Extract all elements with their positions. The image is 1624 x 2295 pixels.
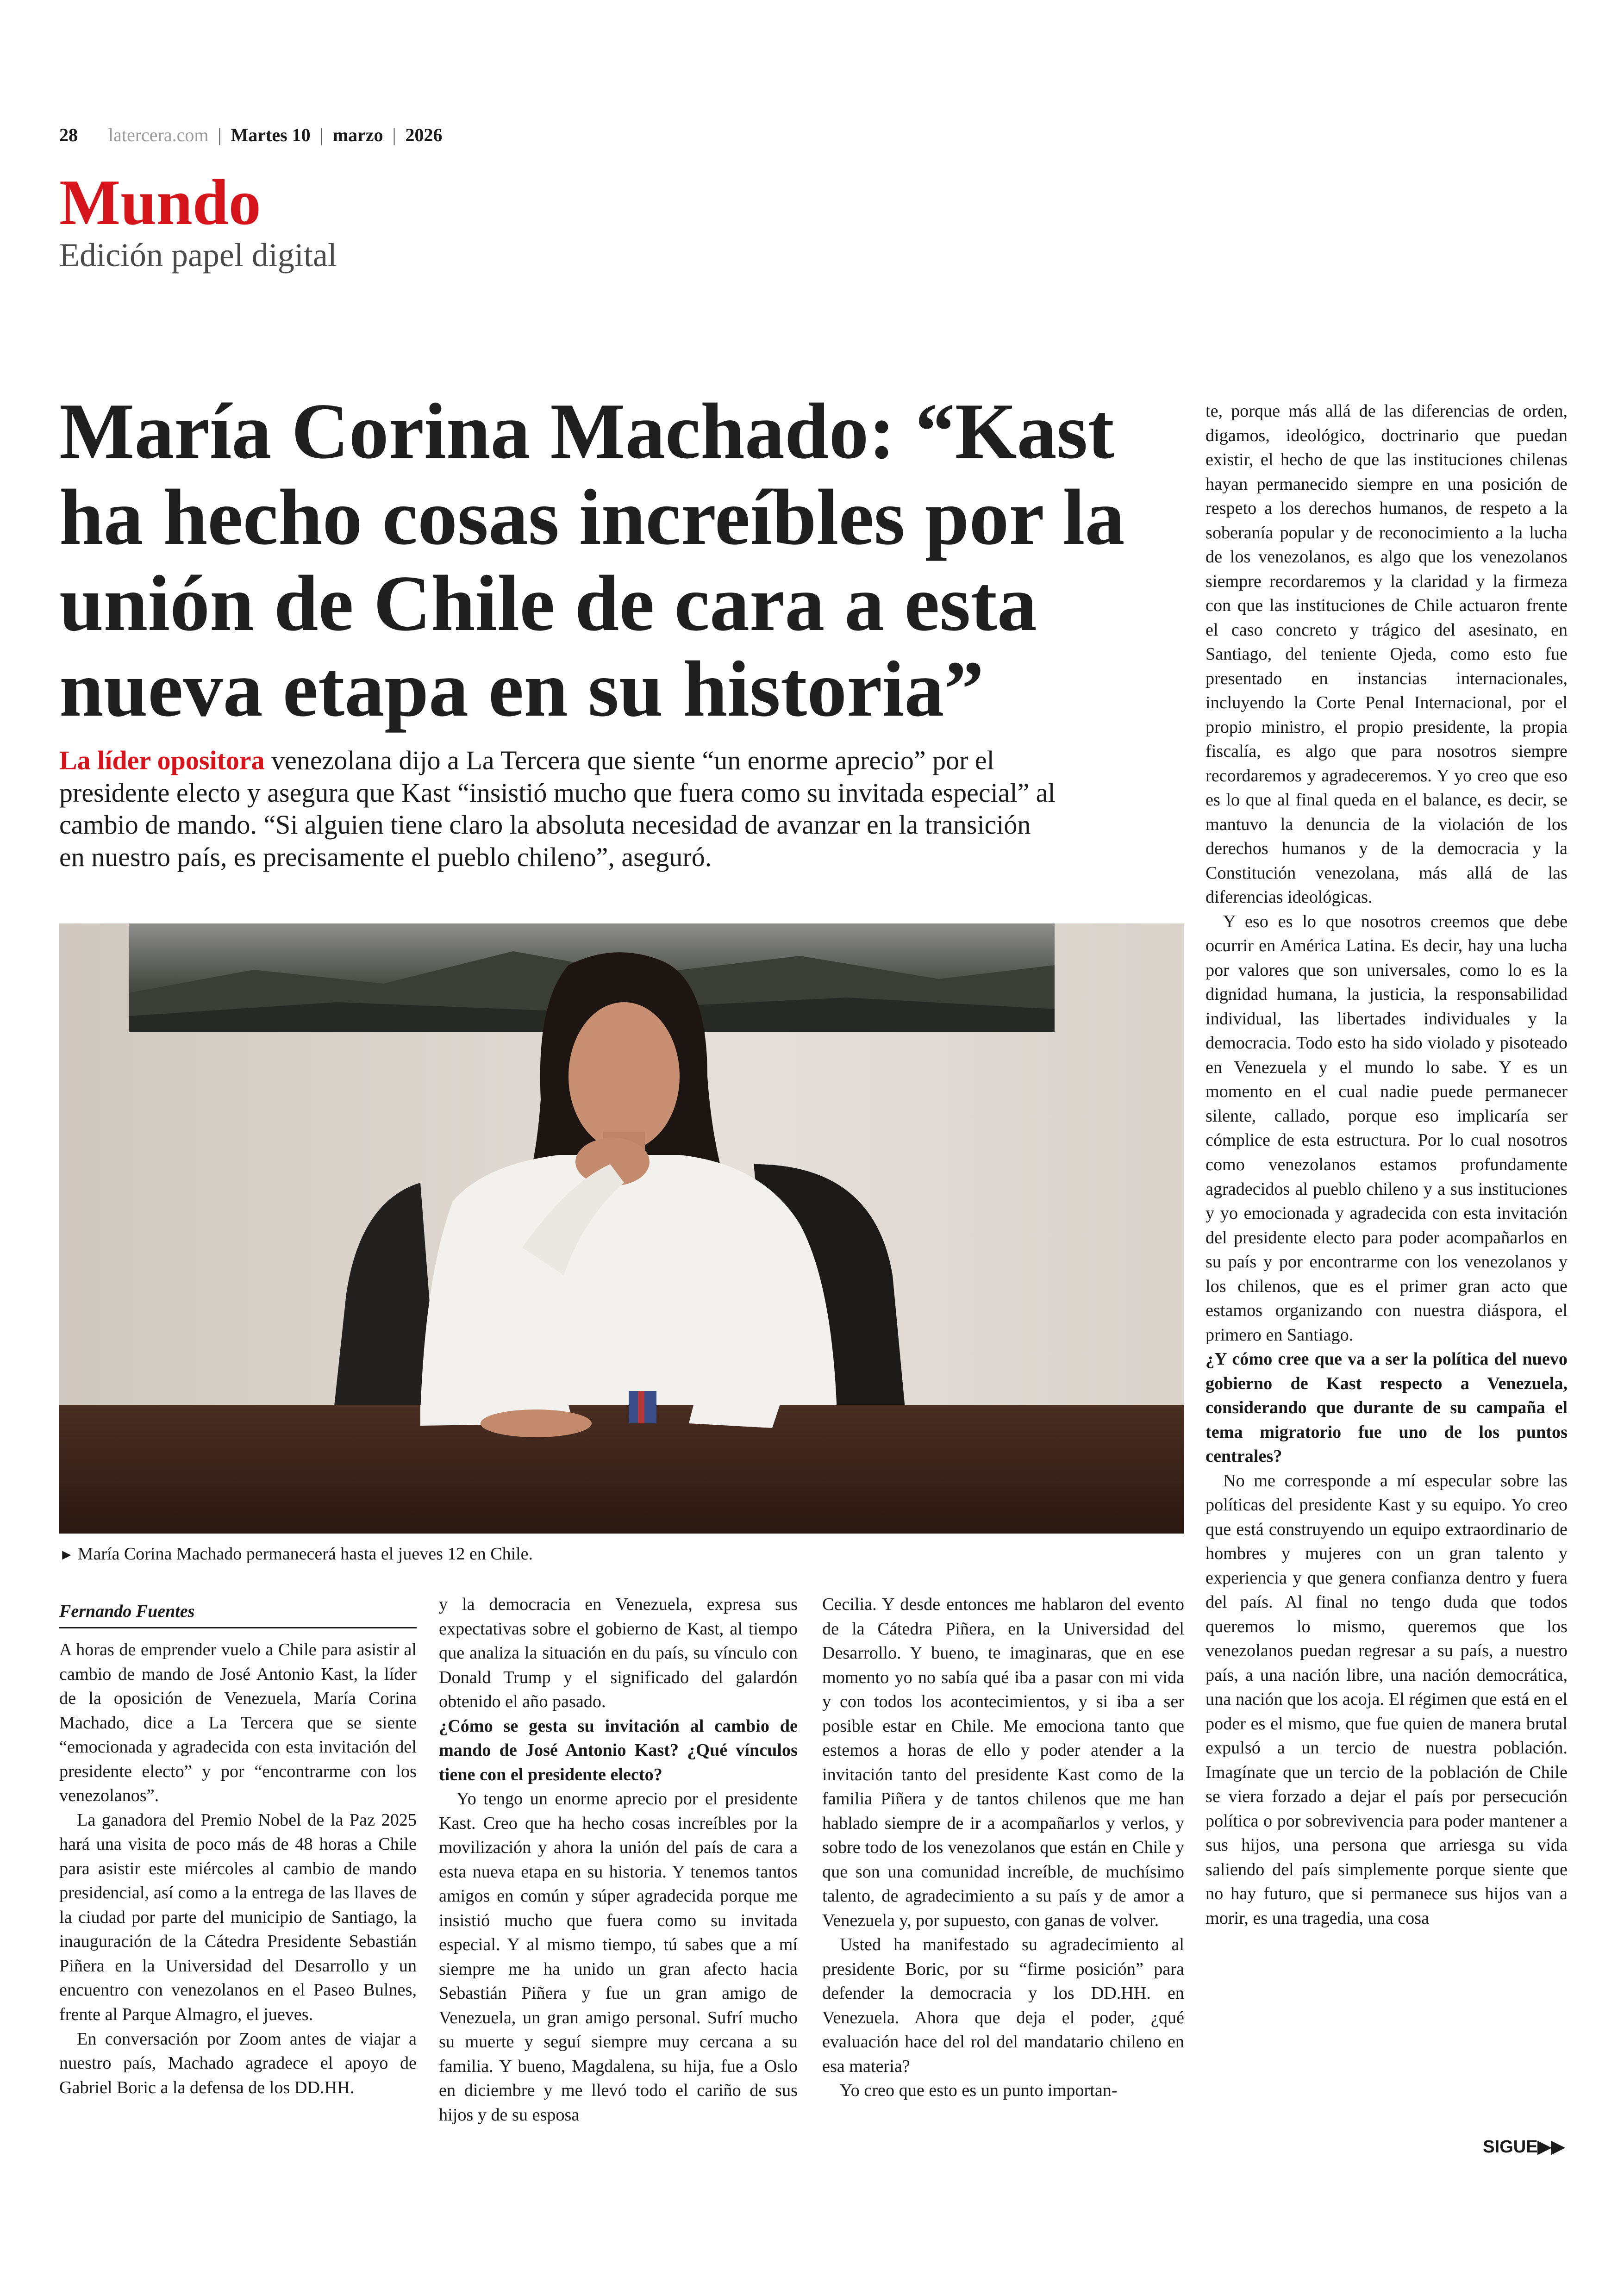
byline: Fernando Fuentes <box>59 1599 417 1628</box>
paragraph: No me corresponde a mí especular sobre las políticas del presidente Kast y su equipo. Yo creo que está construyendo un equipo extraordinario de hombres y mujeres con un gran talento y experiencia y que genera confianza dentro y fuera del país. Al final no tengo duda que todos queremos lo mismo, queremos que los venezolanos puedan regresar a su país, a nuestro país, a una nación libre, una nación democrática, una nación que los acoja. El régimen que está en el poder es el mismo, que fue quien de manera brutal expulsó a un tercio de nuestra población. Imagínate que un tercio de la población de Chile se viera forzado a dejar el país por persecución política o por sobrevivencia para poder mantener a sus hijos, una persona que arriesga su vida saliendo del país simplemente porque siente que no hay futuro, que si permanece sus hijos van a morir, es una tragedia, una cosa <box>1206 1471 1568 1928</box>
question: ¿Y cómo cree que va a ser la política del nuevo gobierno de Kast respecto a Venezuela, considerando que durante de su campaña el tema migratorio fue uno de los puntos centrales? <box>1206 1349 1568 1466</box>
site-name[interactable]: latercera.com <box>108 125 209 145</box>
paragraph: te, porque más allá de las diferencias de orden, digamos, ideológico, doctrinario que puedan existir, el hecho de que las instituciones chilenas hayan permanecido siempre en una posición de respeto a los derechos humanos, de respeto a la soberanía popular y de reconocimiento a la lucha de los venezolanos, es algo que los venezolanos siempre recordaremos y la claridad y la firmeza con que las instituciones de Chile actuaron frente el caso concreto y trágico del asesinato, en Santiago, del teniente Ojeda, como esto fue presentado en instancias internacionales, incluyendo la Corte Penal Internacional, por el propio ministro, el propio presidente, la propia fiscalía, es algo que para nosotros siempre recordaremos y agradeceremos. Y yo creo que eso es lo que al final queda en el balance, es decir, se mantuvo la denuncia de la violación de los derechos humanos y de la democracia y la Constitución venezolana, más allá de las diferencias ideológicas. <box>1206 401 1568 907</box>
column-2 <box>439 1592 798 2127</box>
continues-link[interactable] <box>1483 2136 1565 2157</box>
caption-arrow-icon: ► <box>59 1546 74 1563</box>
column-4 <box>1206 399 1568 1930</box>
continues-label: SIGUE <box>1483 2137 1538 2157</box>
page-header: 28 latercera.com | Martes 10 | marzo | 2026 <box>59 125 443 145</box>
column-1 <box>59 1599 417 2100</box>
paragraph: Cecilia. Y desde entonces me hablaron del evento de la Cátedra Piñera, en la Universidad del Desarrollo. Y bueno, te imaginaras, que en ese momento yo no sabía qué iba a pasar con mi vida y con todos los acontecimientos, y si iba a ser posible estar en Chile. Me emociona tanto que estemos a horas de ello y poder atender a la invitación tanto del presidente Kast como de la familia Piñera y de tantos chilenos que me han hablado siempre de ir a acompañarlos y verlos, y sobre todo de los venezolanos que están en Chile y que son una comunidad increíble, de muchísimo talento, de agradecimiento a su país y de amor a Venezuela y, por supuesto, con ganas de volver. <box>822 1595 1184 1930</box>
date-month: marzo <box>332 125 383 145</box>
double-arrow-icon: ▶▶ <box>1537 2137 1565 2157</box>
date-year: 2026 <box>405 125 443 145</box>
paragraph: Usted ha manifestado su agradecimiento al presidente Boric, por su “firme posición” para defender la democracia y los DD.HH. en Venezuela. Ahora que deja el poder, ¿qué evaluación hace del rol del mandatario chileno en esa materia? <box>822 1935 1184 2076</box>
dek <box>59 744 1059 873</box>
edition-label: Edición papel digital <box>59 237 337 274</box>
question: ¿Cómo se gesta su invitación al cambio de mando de José Antonio Kast? ¿Qué vínculos tiene con el presidente electo? <box>439 1716 798 1784</box>
section-title: Mundo <box>59 167 261 238</box>
dek-text: venezolana dijo a La Tercera que siente “un enorme aprecio” por el presidente electo y asegura que Kast “insistió mucho que fuera como su invitada especial” al cambio de mando. “Si alguien tiene claro la absoluta necesidad de avanzar en la transición en nuestro país, es precisamente el pueblo chileno”, aseguró. <box>59 745 1056 872</box>
paragraph: Yo creo que esto es un punto importan- <box>840 2081 1118 2101</box>
date-day: Martes 10 <box>231 125 311 145</box>
article-photo <box>59 923 1184 1534</box>
column-3 <box>822 1592 1184 2103</box>
photo-caption <box>59 1544 533 1564</box>
paragraph: Yo tengo un enorme aprecio por el presidente Kast. Creo que ha hecho cosas increíbles por la movilización y ahora la unión del país de cara a esta nueva etapa en su historia. Y tenemos tantos amigos en común y súper agradecida porque me insistió mucho que fuera como su invitada especial. Y al mismo tiempo, tú sabes que a mí siempre me ha unido un gran afecto hacia Sebastián Piñera y fue un gran amigo de Venezuela, un gran amigo personal. Sufrí mucho su muerte y seguí siempre muy cercana a su familia. Y bueno, Magdalena, su hija, fue a Oslo en diciembre y me llevó todo el cariño de sus hijos y de su esposa <box>439 1789 798 2125</box>
paragraph: y la democracia en Venezuela, expresa sus expectativas sobre el gobierno de Kast, al tiempo que analiza la situación en du país, su vínculo con Donald Trump y el significado del galardón obtenido el año pasado. <box>439 1595 798 1712</box>
headline: María Corina Machado: “Kast ha hecho cosas increíbles por la unión de Chile de cara a esta nueva etapa en su historia” <box>59 387 1125 734</box>
caption-text: María Corina Machado permanecerá hasta el jueves 12 en Chile. <box>77 1544 533 1564</box>
paragraph: La ganadora del Premio Nobel de la Paz 2025 hará una visita de poco más de 48 horas a Chile para asistir este miércoles al cambio de mando presidencial, así como a la entrega de las llaves de la ciudad por parte del municipio de Santiago, la inauguración de la Cátedra Presidente Sebastián Piñera en la Universidad del Desarrollo y un encuentro con venezolanos en el Paseo Bulnes, frente al Parque Almagro, el jueves. <box>59 1810 417 2024</box>
dek-lead: La líder opositora <box>59 745 265 775</box>
page-number: 28 <box>59 125 78 145</box>
paragraph: En conversación por Zoom antes de viajar a nuestro país, Machado agradece el apoyo de Gabriel Boric a la defensa de los DD.HH. <box>59 2029 417 2097</box>
paragraph: Y eso es lo que nosotros creemos que debe ocurrir en América Latina. Es decir, hay una lucha por valores que son universales, como lo es la dignidad humana, la justicia, la responsabilidad individual, las libertades individuales y la democracia. Todo esto ha sido violado y pisoteado en Venezuela y el mundo lo sabe. Y es un momento en el cual nadie puede permanecer silente, callado, porque eso implicaría ser cómplice de esta estructura. Por lo cual nosotros como venezolanos estamos profundamente agradecidos al pueblo chileno y a sus instituciones y yo emocionada y agradecida con esta invitación del presidente electo para poder acompañarlos en su país y por encontrarme con los venezolanos y los chilenos, que es el primer gran acto que estamos organizando con nuestra diáspora, el primero en Santiago. <box>1206 911 1568 1345</box>
paragraph: A horas de emprender vuelo a Chile para asistir al cambio de mando de José Antonio Kast, la líder de la oposición de Venezuela, María Corina Machado, dice a La Tercera que se siente “emocionada y agradecida con esta invitación del presidente electo” y por “encontrarme con los venezolanos”. <box>59 1640 417 1806</box>
